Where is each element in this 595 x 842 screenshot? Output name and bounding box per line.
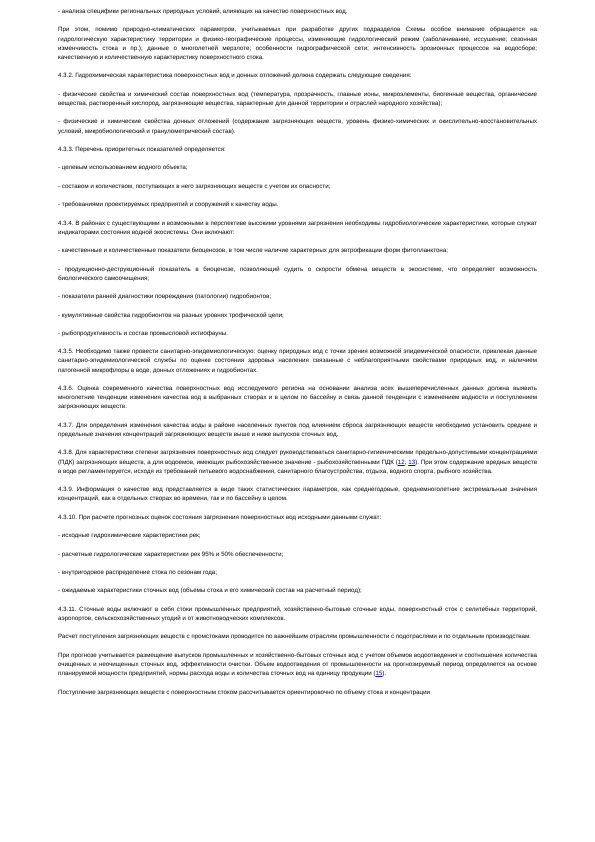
paragraph: - целевым использованием водного объекта; — [58, 164, 188, 172]
reference-link[interactable]: 15 — [375, 670, 383, 678]
paragraph: - кумулятивные свойства гидробионтов на разных уровнях трофической цепи; — [58, 311, 284, 319]
paragraph — [58, 651, 537, 679]
paragraph: При этом, помимо природно-климатических параметров, учитываемых при разработке других подразделов Схемы особое внимание обращается на гидрологическую характеристику территории и физико-географические процессы, изменяющие гидрологический режим (заболачивание, иссушение; сезонная изменчивость стока и пр.); данные о многолетней мерзлоте; особенности гидрографической сети; интенсивность эрозионных процессов на водосборе; качественную и количественную характеристику поверхностного стока. — [58, 26, 537, 61]
reference-link[interactable]: 12 — [397, 458, 405, 466]
paragraph-text: ). При этом содержание вредных веществ в воде регламентируется, исходя из требований питьевого водоснабжения, санитарного благоустройства, отдыха, водного спорта, рыбного хозяйства. — [58, 458, 537, 475]
paragraph: 4.3.7. Для определения изменения качества воды в районе населенных пунктов под влиянием сброса загрязняющих веществ необходимо установить средние и предельные значения концентраций загрязняющих веществ выше и ниже выпусков сточных вод. — [58, 421, 537, 439]
paragraph: 4.3.4. В районах с существующими и возможными в перспективе высокими уровнями загрязнения необходимы гидробиологические характеристики, которые служат индикаторами состояния водной экосистемы. Они включают: — [58, 219, 537, 236]
paragraph: - качественные и количественные показатели биоценозов, в том числе наличие характерных для эвтрофикации форм фитопланктона; — [58, 247, 448, 255]
paragraph-text: При прогнозе учитывается размещение выпусков промышленных и хозяйственно-бытовых сточных вод с учетом объемов водоотведения и соотношения количества очищенных и неочищенных сточных вод, эффективности очистки. Объем водоотведения от промышленности на прогнозируемый период определяется на основе планируемой мощности предприятий, нормы расхода воды и количества сточных вод на единицу продукции ( — [58, 651, 537, 678]
paragraph: 4.3.2. Гидрохимическая характеристика поверхностных вод и донных отложений должна содержать следующие сведения: — [58, 72, 412, 80]
reference-link[interactable]: 13 — [408, 458, 416, 466]
paragraph: - физические свойства и химический состав поверхностных вод (температура, прозрачность, главные ионы, микроэлементы, биогенные вещества, органические вещества, растворенный кислород, загрязняющие вещества, характерные для данной территории и отраслей народного хозяйства); — [58, 90, 537, 107]
paragraph: - анализа специфики региональных природных условий, влияющих на качество поверхностных вод. — [58, 8, 348, 15]
paragraph: - физические и химические свойства донных отложений (содержание загрязняющих веществ, уровень физико-химических и окислительно-восстановительных условий, микробиологический и гранулометрический состав). — [58, 118, 537, 135]
paragraph: - расчетные гидрологические характеристики рек 95% и 50% обеспеченности; — [58, 550, 284, 558]
paragraph: - требованиями проектируемых предприятий и сооружений к качеству воды. — [58, 201, 279, 209]
paragraph: - исходные гидрохимические характеристики рек; — [58, 532, 201, 540]
paragraph-text: 4.3.8. Для характеристики степени загрязнения поверхностных вод следует руководствоваться санитарно-гигиеническими предельно-допустимыми концентрациями (ПДК) загрязняющих веществ, а для водоемов, имеющих рыбохозяйственное значение - рыбохозяйственными ПДК ( — [58, 449, 537, 466]
paragraph: 4.3.9. Информация о качестве вод представляется в виде таких статистических параметров, как среднегодовые, среднемноголетние экстремальные значения концентраций, как в отдельных створах во времени, так и по бассейну в целом. — [58, 486, 537, 503]
paragraph: 4.3.6. Оценка современного качества поверхностных вод исследуемого региона на основании анализа всех вышеперечисленных данных должна выявить многолетние тенденции изменения качества вод в выбранных створах и в целом по бассейну и связь данной тенденции с изменением водности и поступлением загрязняющих веществ. — [58, 385, 537, 411]
paragraph: Расчет поступления загрязняющих веществ с промстоками проводится по важнейшим отраслям промышленности с подотраслями и по отдельным производствам. — [58, 633, 531, 641]
paragraph: - рыбопродуктивность и состав промысловой ихтиофауны. — [58, 329, 228, 337]
paragraph: - составом и количеством, поступающих в него загрязняющих веществ с учетом их опасности; — [58, 182, 331, 190]
paragraph: 4.3.11. Сточные воды включают в себя стоки промышленных предприятий, хозяйственно-бытовые сточные воды, поверхностный сток с селитебных территорий, аэропортов, сельскохозяйственных угодий и от животноводческих комплексов. — [58, 605, 537, 623]
paragraph: - ожидаемые характеристики сточных вод (объемы стока и его химический состав на расчетный период); — [58, 587, 362, 595]
paragraph — [58, 448, 537, 476]
paragraph: 4.3.3. Перечень приоритетных показателей определяется: — [58, 145, 226, 153]
paragraph: 4.3.10. При расчете прогнозных оценок состояния загрязнения поверхностных вод исходными данными служат: — [58, 513, 382, 521]
paragraph: - показатели ранней диагностики повреждения (патологии) гидробионтов; — [58, 293, 272, 301]
paragraph: - продукционно-деструкционный показатель в биоценозе, позволяющий судить о скорости обмена веществ в экосистеме, что определяет возможность биологического самоочищения; — [58, 265, 537, 282]
paragraph: Поступление загрязняющих веществ с поверхностным стоком рассчитывается ориентировочно по объему стока и концентрации — [58, 688, 431, 696]
paragraph-text: , — [404, 458, 409, 466]
paragraph: 4.3.5. Необходимо также провести санитарно-эпидемиологическую: оценку природных вод с точки зрения возможной эпидемической опасности, привлекая данные санитарно-эпидемиологической службы по оценке состояния здоровья населения связанные с неблагоприятными свойствами природных вод, и наличием патогенной микрофлоры в воде, донных отложениях и гидробионтах. — [58, 348, 537, 374]
paragraph-text: ). — [382, 670, 387, 678]
paragraph: - внутригодовое распределение стока по сезонам года; — [58, 569, 218, 577]
